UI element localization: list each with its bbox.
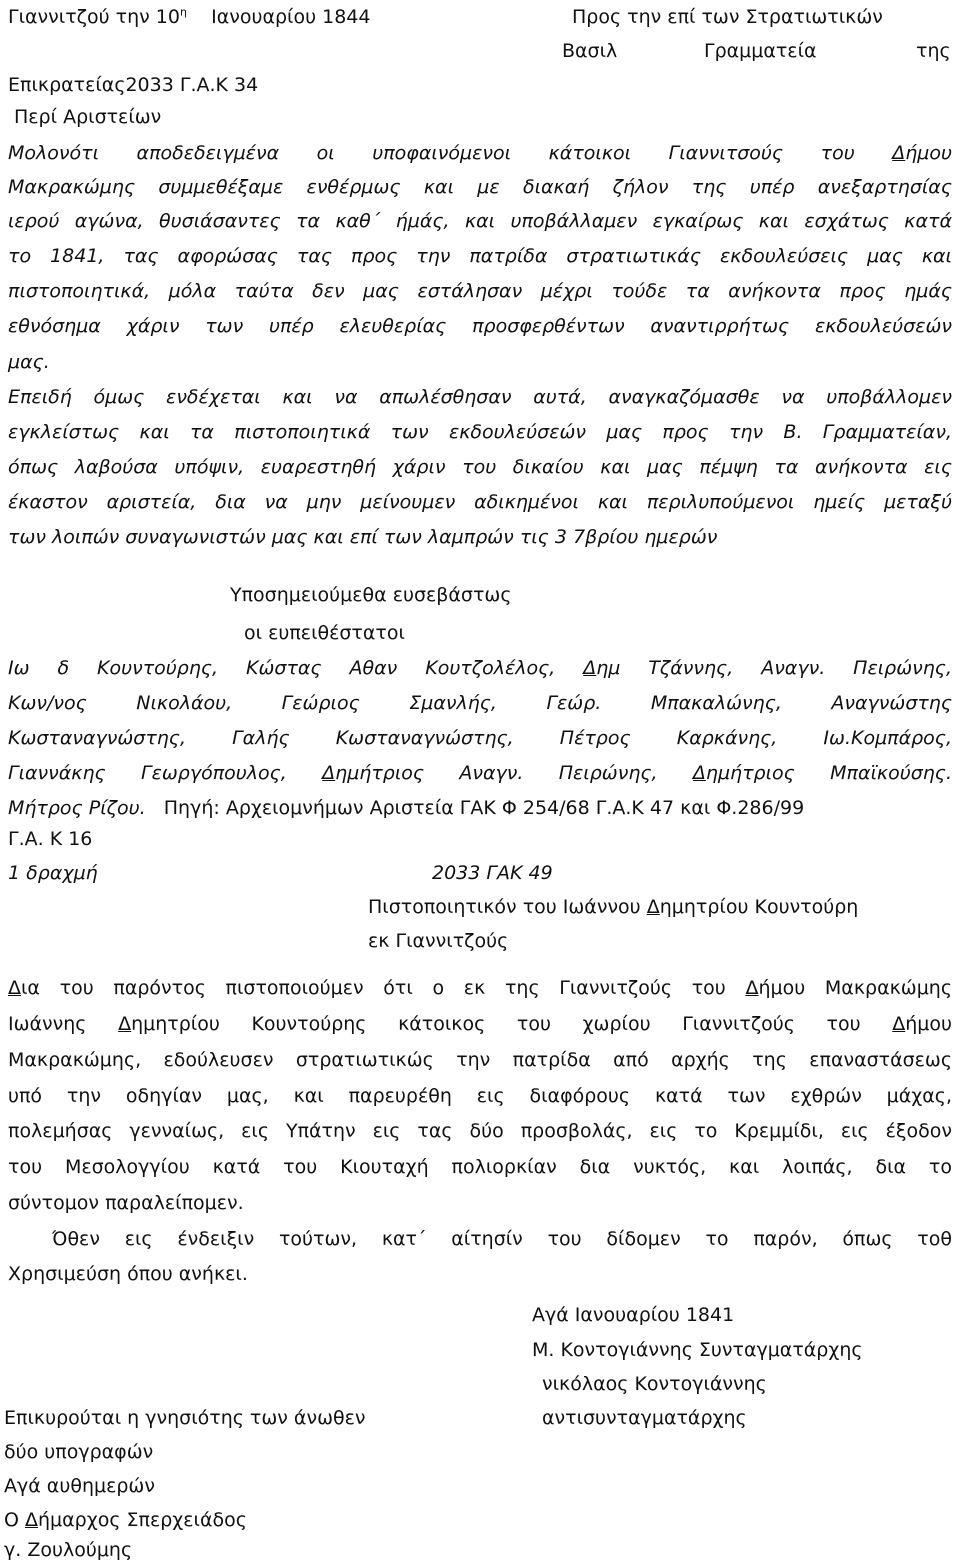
letter-line: εγκλείστως και τα πιστοποιητικά των εκδουλεύσεών μας προς την Β. Γραμματείαν, xyxy=(8,421,952,443)
signatory-line: Κωσταναγνώστης, Γαλής Κωσταναγνώστης, Πέτρος Καρκάνης, Ιω.Κομπάρος, xyxy=(8,727,952,749)
verification-line: γ. Ζουλούμης xyxy=(4,1539,133,1561)
signatory-line: Ιω δ Κουντούρης, Κώστας Αθαν Κουτζολέλος, Δημ Τζάννης, Αναγν. Πειρώνης, xyxy=(8,657,952,679)
certificate-line: υπό την οδηγίαν μας, και παρευρέθη εις διαφόρους κατά των εχθρών μάχας, xyxy=(8,1085,952,1107)
closing-line: Υποσημειούμεθα ευσεβάστως xyxy=(230,584,512,606)
letter-line: έκαστον αριστεία, δια να μην μείνουμεν αδικημένοι και περιλυπούμενοι ημείς μεταξύ xyxy=(8,491,952,513)
verification-line: Επικυρούται η γνησιότης των άνωθεν xyxy=(4,1407,366,1429)
certificate-title: Πιστοποιητικόν του Ιωάννου Δημητρίου Κουντούρη xyxy=(368,896,859,918)
verification-line: δύο υπογραφών xyxy=(4,1441,154,1463)
last-signatory: Μήτρος Ρίζου. xyxy=(8,797,146,819)
date-line xyxy=(8,4,370,30)
signature-line: νικόλαος Κοντογιάννης xyxy=(542,1373,767,1395)
certificate-line: Χρησιμεύση όπου ανήκει. xyxy=(8,1263,248,1285)
letter-line: μας. xyxy=(8,351,50,373)
letter-line: των λοιπών συναγωνιστών μας και επί των λαμπρών τις 3 7βρίου ημερών xyxy=(8,526,718,548)
date-text: Γιαννιτζού την 10 xyxy=(8,6,180,28)
source-line xyxy=(8,795,804,821)
verification-line: Ο Δήμαρχος Σπερχειάδος xyxy=(4,1509,247,1531)
recipient-line-2b: Γραμματεία xyxy=(704,40,817,62)
subject-line: Περί Αριστείων xyxy=(14,106,162,128)
letter-line: εθνόσημα χάριν των υπέρ ελευθερίας προσφερθέντων αναντιρρήτως εκδουλεύσεών xyxy=(8,315,952,337)
signature-line: Μ. Κοντογιάννης Συνταγματάρχης xyxy=(532,1339,863,1361)
certificate-line: Όθεν εις ένδειξιν τούτων, κατ΄ αίτησίν του δίδομεν το παρόν, όπως τοθ xyxy=(52,1228,952,1250)
date-superscript: η xyxy=(179,5,187,19)
recipient-line-1: Προς την επί των Στρατιωτικών xyxy=(572,6,883,28)
recipient-line-2a: Βασιλ xyxy=(562,40,618,62)
recipient-line-3: Επικρατείας2033 Γ.Α.Κ 34 xyxy=(8,74,259,96)
signatory-line: Κων/νος Νικολάου, Γεώριος Σμανλής, Γεώρ. Μπακαλώνης, Αναγνώστης xyxy=(8,692,952,714)
letter-line: πιστοποιητικά, μόλα ταύτα δεν μας εστάλησαν μέχρι τούδε τα ανήκοντα προς ημάς xyxy=(8,280,952,302)
certificate-line: Δια του παρόντος πιστοποιούμεν ότι ο εκ της Γιαννιτζούς του Δήμου Μακρακώμης xyxy=(8,977,952,999)
letter-line: Επειδή όμως ενδέχεται και να απωλέσθησαν αυτά, αναγκαζόμασθε να υποβάλλομεν xyxy=(8,386,952,408)
letter-line: Μακρακώμης συμμεθέξαμε ενθέρμως και με διακαή ζήλον της υπέρ ανεξαρτησίας xyxy=(8,176,952,198)
certificate-title-place: εκ Γιαννιτζούς xyxy=(368,930,509,952)
signature-place-date: Αγά Ιανουαρίου 1841 xyxy=(532,1304,735,1326)
letter-line: Μολονότι αποδεδειγμένα οι υποφαινόμενοι κάτοικοι Γιαννιτσούς του Δήμου xyxy=(8,142,952,164)
letter-line: όπως λαβούσα υπόψιν, ευαρεστηθή χάριν του δικαίου και μας πέμψη τα ανήκοντα εις xyxy=(8,456,952,478)
source-continuation: Γ.Α. Κ 16 xyxy=(8,828,93,850)
letter-line: ιερού αγώνα, θυσιάσαντες τα καθ΄ ήμάς, και υποβάλλαμεν εγκαίρως και εσχάτως κατά xyxy=(8,210,952,232)
verification-line: Αγά αυθημερών xyxy=(4,1475,155,1497)
recipient-line-2c: της xyxy=(916,40,951,62)
certificate-reference: 2033 ΓΑΚ 49 xyxy=(432,862,553,884)
certificate-line: σύντομον παραλείπομεν. xyxy=(8,1192,244,1214)
closing-line: οι ευπειθέστατοι xyxy=(244,622,405,644)
letter-line: το 1841, τας αφορώσας τας προς την πατρίδα στρατιωτικάς εκδουλεύσεις μας και xyxy=(8,245,952,267)
certificate-line: πολεμήσας γενναίως, εις Υπάτην εις τας δύο προσβολάς, εις το Κρεμμίδι, εις έξοδον xyxy=(8,1120,952,1142)
source-text: Πηγή: Αρχειομνήμων Αριστεία ΓΑΚ Φ 254/68 Γ.Α.Κ 47 και Φ.286/99 xyxy=(163,797,805,819)
certificate-price: 1 δραχμή xyxy=(8,862,98,884)
certificate-line: του Μεσολογγίου κατά του Κιουταχή πολιορκίαν δια νυκτός, και λοιπάς, δια το xyxy=(8,1156,952,1178)
signature-line: αντισυνταγματάρχης xyxy=(542,1407,747,1429)
signatory-line: Γιαννάκης Γεωργόπουλος, Δημήτριος Αναγν. Πειρώνης, Δημήτριος Μπαϊκούσης. xyxy=(8,762,952,784)
date-month-year: Ιανουαρίου 1844 xyxy=(211,6,371,28)
certificate-line: Ιωάννης Δημητρίου Κουντούρης κάτοικος του χωρίου Γιαννιτζούς του Δήμου xyxy=(8,1013,952,1035)
certificate-line: Μακρακώμης, εδούλευσεν στρατιωτικώς την πατρίδα από αρχής της επαναστάσεως xyxy=(8,1049,952,1071)
